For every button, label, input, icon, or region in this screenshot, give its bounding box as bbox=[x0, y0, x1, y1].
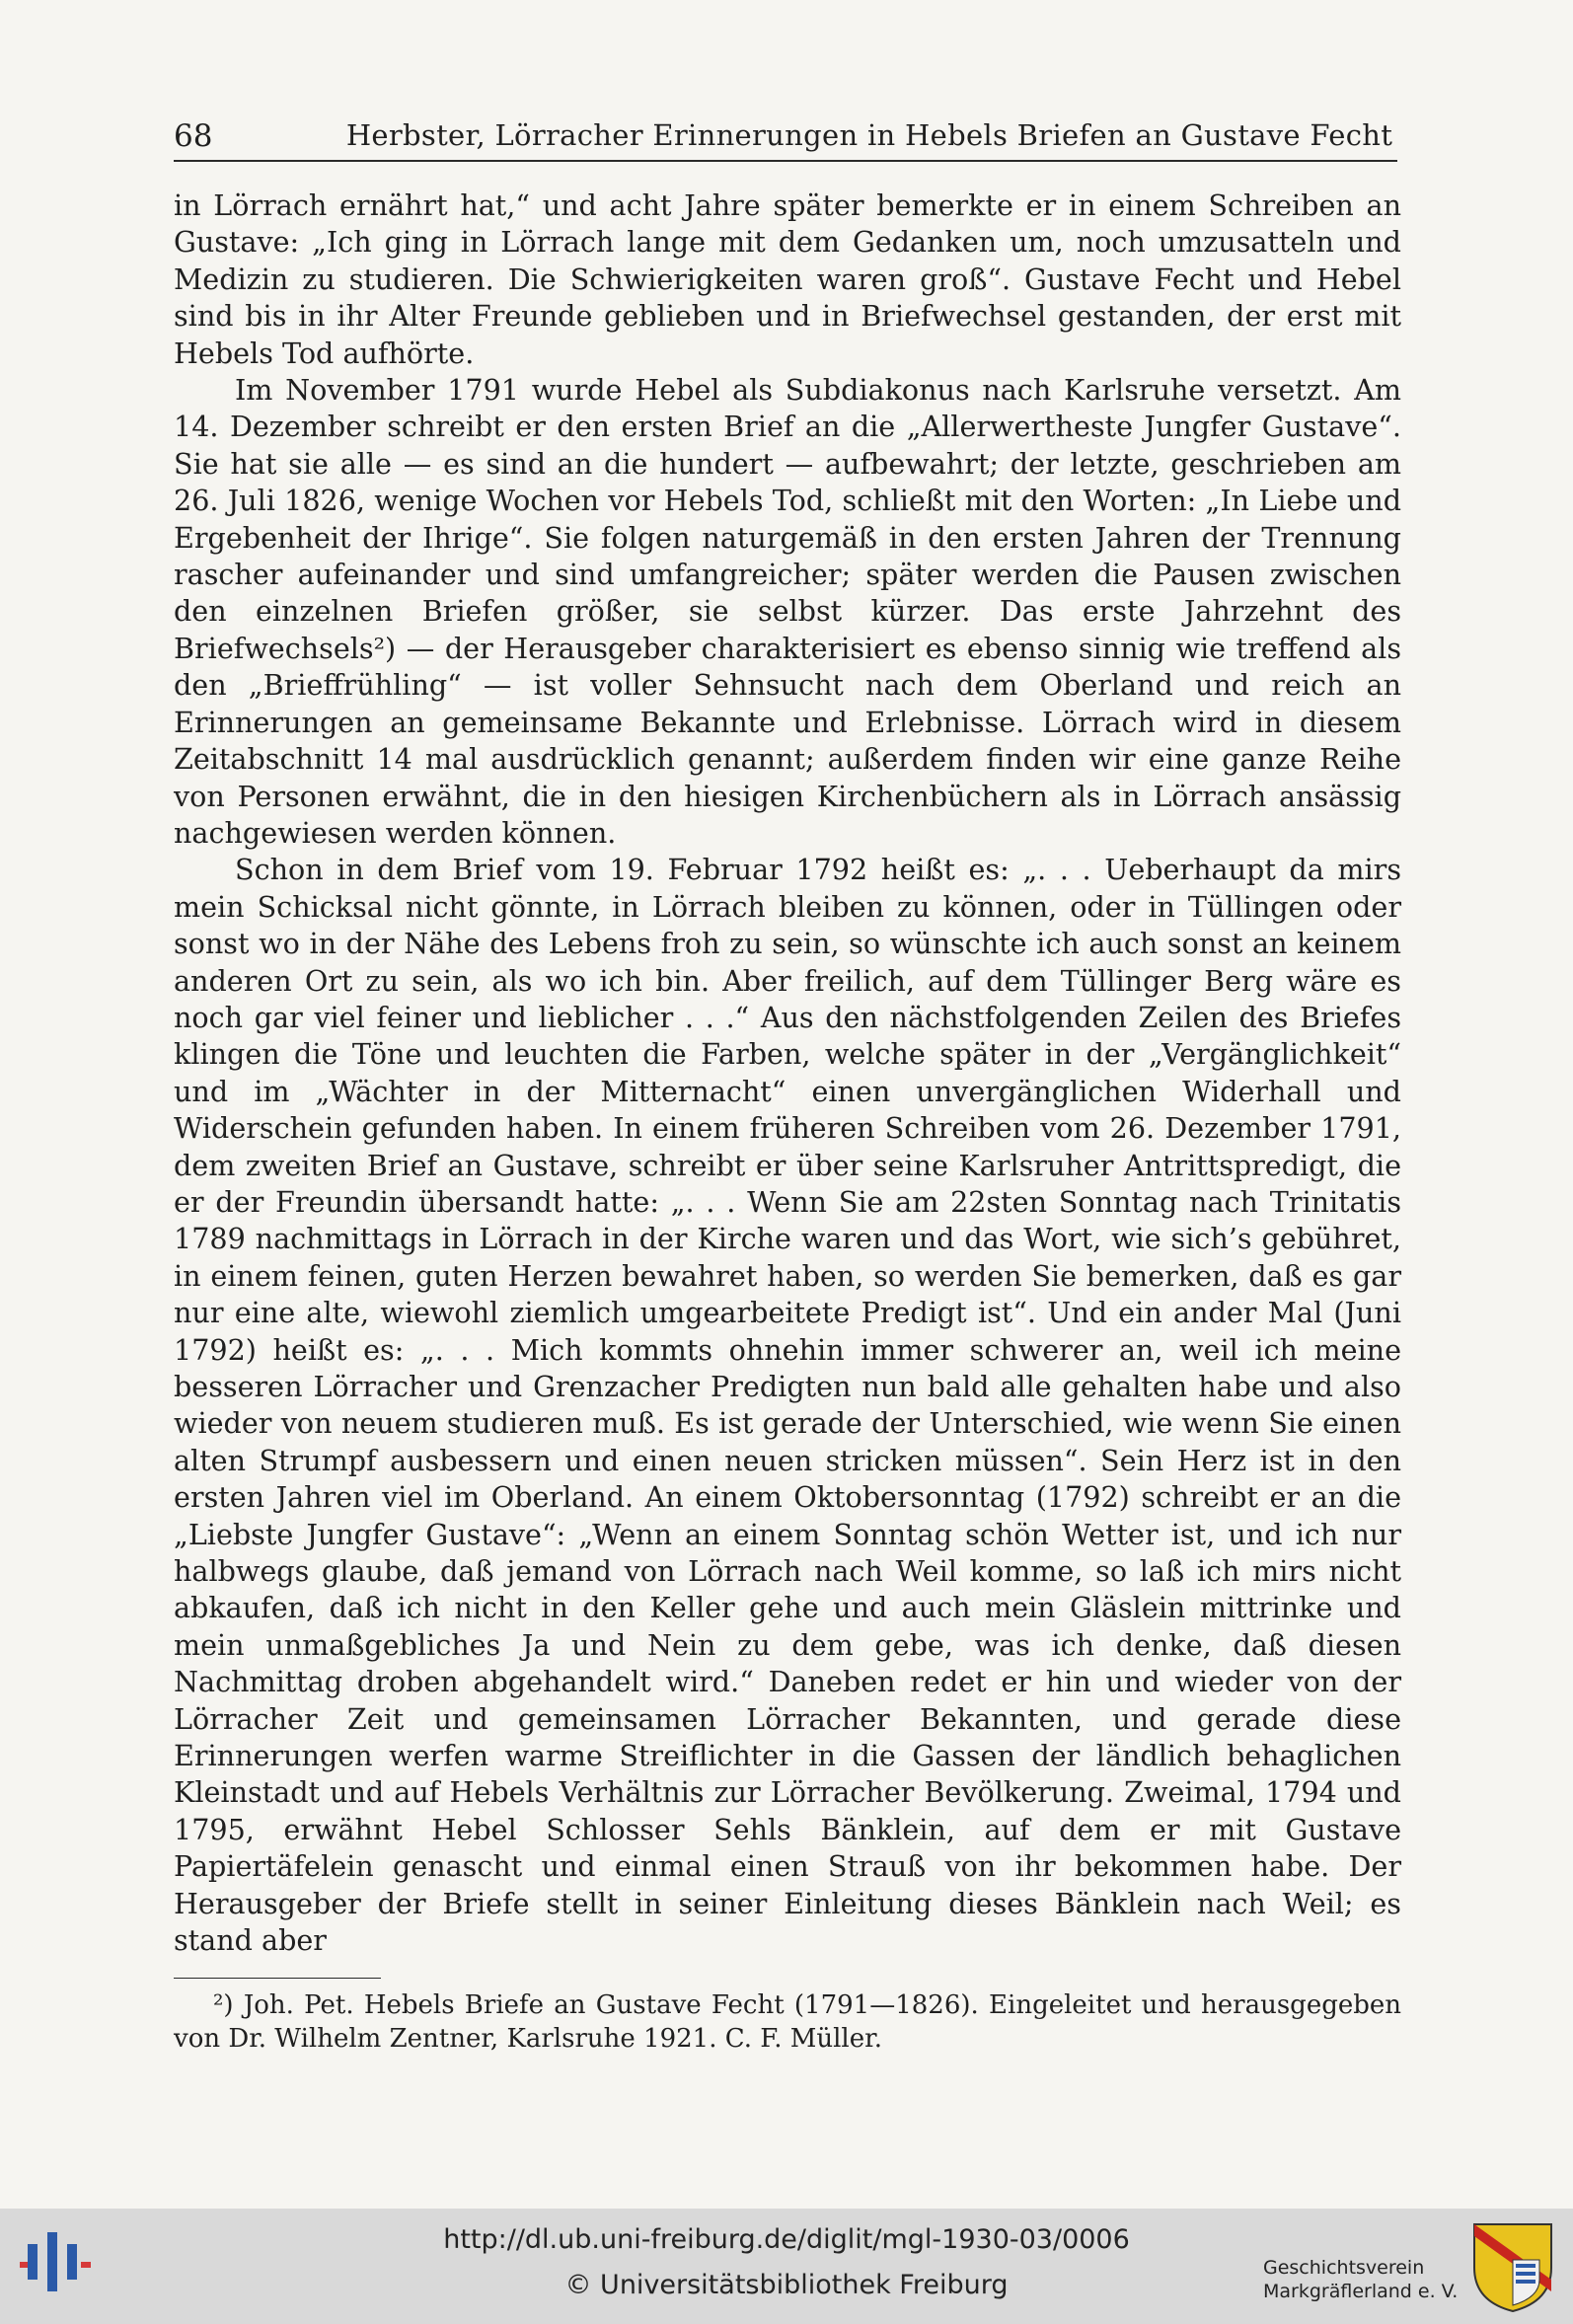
society-line-2: Markgräflerland e. V. bbox=[1263, 2281, 1459, 2302]
paragraph-1: in Lörrach ernährt hat,“ und acht Jahre später bemerkte er in einem Schreiben an Gustave: „Ich ging in Lörrach lange mit dem Gedanken um, noch umzusatteln und Medizin zu studieren. Die Schwierigkeiten waren groß“. Gustave Fecht und Hebel sind bis in ihr Alter Freunde geblieben und in Briefwechsel gestanden, der erst mit Hebels Tod aufhörte. bbox=[174, 188, 1401, 370]
copyright-notice: © Universitätsbibliothek Freiburg bbox=[564, 2270, 1009, 2300]
running-head: Herbster, Lörracher Erinnerungen in Hebels Briefen an Gustave Fecht bbox=[345, 118, 1393, 152]
page-header bbox=[174, 111, 1397, 162]
footnote-rule bbox=[174, 1978, 381, 1979]
footer-bar bbox=[0, 2209, 1573, 2324]
body-text bbox=[174, 187, 1401, 1960]
footnote bbox=[174, 1988, 1401, 2056]
footnote-text: Joh. Pet. Hebels Briefe an Gustave Fecht (1791—1826). Eingeleitet und herausgegeben von Dr. Wilhelm Zentner, Karlsruhe 1921. C. F. Müller. bbox=[174, 1990, 1402, 2054]
paragraph-3: Schon in dem Brief vom 19. Februar 1792 heißt es: „. . . Ueberhaupt da mirs mein Schicksal nicht gönnte, in Lörrach bleiben zu können, oder in Tüllingen oder sonst wo in der Nähe des Lebens froh zu sein, so wünschte ich auch sonst an keinem anderen Ort zu sein, als wo ich bin. Aber freilich, auf dem Tüllinger Berg wäre es noch gar viel feiner und lieblicher . . .“ Aus den nächstfolgenden Zeilen des Briefes klingen die Töne und leuchten die Farben, welche später in der „Vergänglichkeit“ und im „Wächter in der Mitternacht“ einen unvergänglichen Widerhall und Widerschein gefunden haben. In einem früheren Schreiben vom 26. Dezember 1791, dem zweiten Brief an Gustave, schreibt er über seine Karlsruher Antrittspredigt, die er der Freundin übersandt hatte: „. . . Wenn Sie am 22sten Sonntag nach Trinitatis 1789 nachmittags in Lörrach in der Kirche waren und das Wort, wie sich’s gebühret, in einem feinen, guten Herzen bewahret haben, so werden Sie bemerken, daß es gar nur eine alte, wiewohl ziemlich umgearbeitete Predigt ist“. Und ein ander Mal (Juni 1792) heißt es: „. . . Mich kommts ohnehin immer schwerer an, weil ich meine besseren Lörracher und Grenzacher Predigten nun bald alle gehalten habe und also wieder von neuem studieren muß. Es ist gerade der Unterschied, wie wenn Sie einen alten Strumpf ausbessern und einen neuen stricken müssen“. Sein Herz ist in den ersten Jahren viel im Oberland. An einem Oktobersonntag (1792) schreibt er an die „Liebste Jungfer Gustave“: „Wenn an einem Sonntag schön Wetter ist, und ich nur halbwegs glaube, daß jemand von Lörrach nach Weil komme, so laß ich mirs nicht abkaufen, daß ich nicht in den Keller gehe und auch mein Gläslein mittrinke und mein unmaßgebliches Ja und Nein zu dem gebe, was ich denke, daß diesen Nachmittag droben abgehandelt wird.“ Daneben redet er hin und wieder von der Lörracher Zeit und gemeinsamen Lörracher Bekannten, und gerade diese Erinnerungen werfen warme Streiflichter in die Gassen der ländlich behaglichen Kleinstadt und auf Hebels Verhältnis zur Lörracher Bevölkerung. Zweimal, 1794 und 1795, erwähnt Hebel Schlosser Sehls Bänklein, auf dem er mit Gustave Papiertäfelein genascht und einmal einen Strauß von ihr bekommen habe. Der Herausgeber der Briefe stellt in seiner Einleitung dieses Bänklein nach Weil; es stand aber bbox=[174, 853, 1401, 1958]
footnote-mark: ²) bbox=[213, 1990, 234, 2020]
page-number: 68 bbox=[174, 118, 213, 154]
paragraph-2: Im November 1791 wurde Hebel als Subdiakonus nach Karlsruhe versetzt. Am 14. Dezember schreibt er den ersten Brief an die „Allerwertheste Jungfer Gustave“. Sie hat sie alle — es sind an die hundert — aufbewahrt; der letzte, geschrieben am 26. Juli 1826, wenige Wochen vor Hebels Tod, schließt mit den Worten: „In Liebe und Ergebenheit der Ihrige“. Sie folgen naturgemäß in den ersten Jahren der Trennung rascher aufeinander und sind umfangreicher; später werden die Pausen zwischen den einzelnen Briefen größer, sie selbst kürzer. Das erste Jahrzehnt des Briefwechsels²) — der Herausgeber charakterisiert es ebenso sinnig wie treffend als den „Brieffrühling“ — ist voller Sehnsucht nach dem Oberland und reich an Erinnerungen an gemeinsame Bekannte und Erlebnisse. Lörrach wird in diesem Zeitabschnitt 14 mal ausdrücklich genannt; außerdem finden wir eine ganze Reihe von Personen erwähnt, die in den hiesigen Kirchenbüchern als in Lörrach ansässig nachgewiesen werden können. bbox=[174, 373, 1401, 850]
society-line-1: Geschichtsverein bbox=[1263, 2257, 1425, 2279]
source-url-link[interactable]: http://dl.ub.uni-freiburg.de/diglit/mgl-1930-03/0006 bbox=[443, 2224, 1130, 2255]
society-name bbox=[1263, 2256, 1461, 2303]
coat-of-arms-icon bbox=[1470, 2220, 1555, 2315]
